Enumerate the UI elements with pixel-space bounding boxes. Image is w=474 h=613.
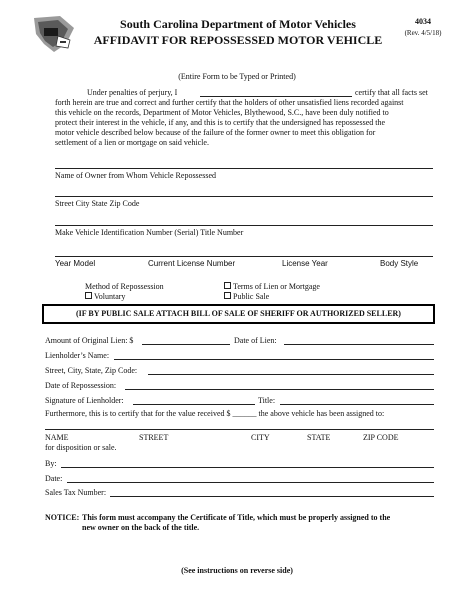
assignee-state-label: STATE	[307, 433, 331, 442]
lienholder-signature-label: Signature of Lienholder:	[45, 396, 124, 405]
lien-date-label: Date of Lien:	[234, 336, 277, 345]
owner-name-label: Name of Owner from Whom Vehicle Repossessed	[55, 171, 216, 180]
reverse-side-note: (See instructions on reverse side)	[181, 566, 293, 575]
notice-line-2: new owner on the back of the title.	[82, 523, 200, 532]
lienholder-name-label: Lienholder’s Name:	[45, 351, 110, 360]
scdmv-logo	[30, 14, 76, 54]
assignee-field[interactable]	[45, 429, 434, 430]
affidavit-line: motor vehicle described below because of the failure of the former owner to meet this obligation for	[55, 128, 376, 137]
form-title: South Carolina Department of Motor Vehicles	[120, 17, 356, 31]
lienholder-signature-field[interactable]	[133, 404, 255, 405]
disposition-note: for disposition or sale.	[45, 443, 117, 452]
lien-amount-field[interactable]	[142, 344, 230, 345]
sales-tax-field[interactable]	[110, 496, 434, 497]
affidavit-line: protect their interest in the vehicle, if any, and this is to certify that the undersigned has repossessed the	[55, 118, 386, 127]
form-revision: (Rev. 4/5/18)	[404, 29, 442, 37]
affidavit-line: forth herein are true and correct and further certify that the holders of other unsatisfied liens recorded against	[55, 98, 404, 107]
lien-amount-label: Amount of Original Lien: $	[45, 336, 134, 345]
assignee-street-label: STREET	[139, 433, 169, 442]
public-sale-option[interactable]: Public Sale	[224, 292, 269, 302]
notice-line-1: This form must accompany the Certificate of Title, which must be properly assigned to the	[82, 513, 391, 522]
year-model-label: Year Model	[55, 259, 96, 268]
lien-terms-checkbox[interactable]	[224, 282, 231, 289]
lienholder-address-field[interactable]	[148, 374, 434, 375]
assignee-city-label: CITY	[251, 433, 270, 442]
voluntary-option[interactable]: Voluntary	[85, 292, 125, 302]
license-number-label: Current License Number	[148, 259, 236, 268]
perjury-text: Under penalties of perjury, I	[87, 88, 178, 97]
signer-title-field[interactable]	[280, 404, 434, 405]
public-sale-notice-box	[42, 304, 435, 324]
repossession-date-field[interactable]	[125, 389, 434, 390]
vehicle-info-field[interactable]	[55, 225, 433, 226]
public-sale-notice: (IF BY PUBLIC SALE ATTACH BILL OF SALE OF SHERIFF OR AUTHORIZED SELLER)	[76, 309, 401, 318]
repossession-method-label: Method of Repossession	[85, 282, 164, 291]
affidavit-line: settlement of a lien or mortgage on said vehicle.	[55, 138, 209, 147]
affidavit-paragraph	[55, 88, 435, 148]
owner-name-field[interactable]	[55, 168, 433, 169]
owner-address-field[interactable]	[55, 196, 433, 197]
body-style-label: Body Style	[380, 259, 419, 268]
assignee-zip-label: ZIP CODE	[363, 433, 399, 442]
assignment-statement: Furthermore, this is to certify that for the value received $ ______ the above vehicle has been assigned to:	[45, 409, 385, 418]
voluntary-checkbox[interactable]	[85, 292, 92, 299]
sales-tax-label: Sales Tax Number:	[45, 488, 107, 497]
value-received-field[interactable]: ______	[232, 409, 257, 418]
lienholder-address-label: Street, City, State, Zip Code:	[45, 366, 138, 375]
typed-instruction: (Entire Form to be Typed or Printed)	[178, 72, 296, 81]
by-label: By:	[45, 459, 57, 468]
lien-date-field[interactable]	[284, 344, 434, 345]
date-field[interactable]	[67, 482, 434, 483]
license-year-label: License Year	[282, 259, 328, 268]
date-label: Date:	[45, 474, 63, 483]
lienholder-name-field[interactable]	[114, 359, 434, 360]
form-number: 4034	[415, 17, 431, 26]
by-field[interactable]	[61, 467, 434, 468]
signer-title-label: Title:	[258, 396, 276, 405]
affiant-name-field[interactable]	[200, 96, 352, 97]
public-sale-checkbox[interactable]	[224, 292, 231, 299]
vehicle-info-label: Make Vehicle Identification Number (Serial) Title Number	[55, 228, 244, 237]
affidavit-line: this vehicle on the records, Department of Motor Vehicles, Blythewood, S.C., have been duly notified to	[55, 108, 389, 117]
assignee-name-label: NAME	[45, 433, 69, 442]
repossession-date-label: Date of Repossession:	[45, 381, 117, 390]
owner-address-label: Street City State Zip Code	[55, 199, 140, 208]
vehicle-details-field[interactable]	[55, 256, 433, 257]
form-subtitle: AFFIDAVIT FOR REPOSSESSED MOTOR VEHICLE	[93, 33, 383, 47]
certify-text: certify that all facts set	[355, 88, 428, 97]
lien-terms-option[interactable]: Terms of Lien or Mortgage	[224, 282, 320, 292]
notice-label: NOTICE:	[45, 513, 80, 522]
